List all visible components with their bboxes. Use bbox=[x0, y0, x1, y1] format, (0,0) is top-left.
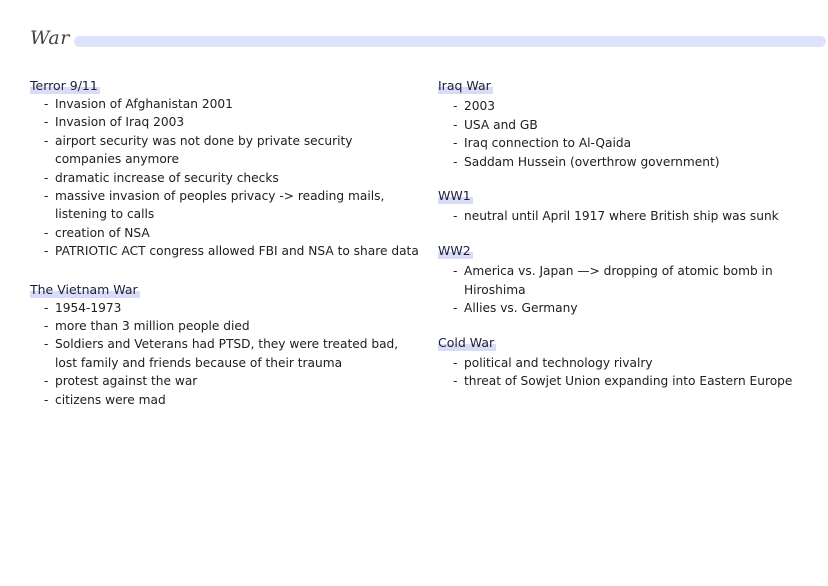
list-item: - neutral until April 1917 where British ship was sunk bbox=[453, 207, 818, 226]
section-cold-war bbox=[438, 332, 818, 391]
list-item: - more than 3 million people died bbox=[44, 317, 420, 335]
list-item: - airport security was not done by private security companies anymore bbox=[44, 132, 420, 169]
list-item: - 2003 bbox=[453, 97, 818, 116]
bullet-list bbox=[438, 207, 818, 226]
section-heading: Terror 9/11 bbox=[30, 78, 98, 93]
list-item: - citizens were mad bbox=[44, 391, 420, 409]
list-item: - 1954-1973 bbox=[44, 299, 420, 317]
section-terror-911 bbox=[30, 75, 420, 261]
bullet-list bbox=[438, 97, 818, 171]
list-item: - Saddam Hussein (overthrow government) bbox=[453, 153, 818, 172]
list-item: - political and technology rivalry bbox=[453, 354, 818, 373]
list-item: - massive invasion of peoples privacy -> reading mails, listening to calls bbox=[44, 187, 420, 224]
bullet-list bbox=[438, 354, 818, 391]
section-heading: Cold War bbox=[438, 334, 495, 350]
list-item: - Invasion of Afghanistan 2001 bbox=[44, 95, 420, 113]
title-row bbox=[30, 27, 826, 51]
list-item: - Soldiers and Veterans had PTSD, they were treated bad, lost family and friends because of their trauma bbox=[44, 335, 420, 372]
section-ww1 bbox=[438, 185, 818, 226]
left-column bbox=[30, 75, 420, 427]
section-heading: The Vietnam War bbox=[30, 281, 138, 297]
list-item: - PATRIOTIC ACT congress allowed FBI and NSA to share data bbox=[44, 242, 420, 260]
section-vietnam-war bbox=[30, 279, 420, 409]
list-item: - USA and GB bbox=[453, 116, 818, 135]
section-ww2 bbox=[438, 240, 818, 318]
list-item: - Iraq connection to Al-Qaida bbox=[453, 134, 818, 153]
list-item: - Allies vs. Germany bbox=[453, 299, 818, 318]
page-title: War bbox=[30, 27, 70, 49]
section-heading: WW2 bbox=[438, 242, 471, 258]
section-heading: WW1 bbox=[438, 188, 471, 204]
right-column bbox=[438, 75, 818, 405]
title-highlight-bar bbox=[74, 36, 826, 47]
list-item: - threat of Sowjet Union expanding into Eastern Europe bbox=[453, 372, 818, 391]
list-item: - Invasion of Iraq 2003 bbox=[44, 113, 420, 131]
section-heading: Iraq War bbox=[438, 78, 491, 93]
list-item: - creation of NSA bbox=[44, 224, 420, 242]
list-item: - America vs. Japan —> dropping of atomic bomb in Hiroshima bbox=[453, 262, 818, 299]
list-item: - dramatic increase of security checks bbox=[44, 169, 420, 187]
bullet-list bbox=[438, 262, 818, 318]
bullet-list bbox=[30, 95, 420, 261]
bullet-list bbox=[30, 299, 420, 409]
list-item: - protest against the war bbox=[44, 372, 420, 390]
section-iraq-war bbox=[438, 75, 818, 171]
